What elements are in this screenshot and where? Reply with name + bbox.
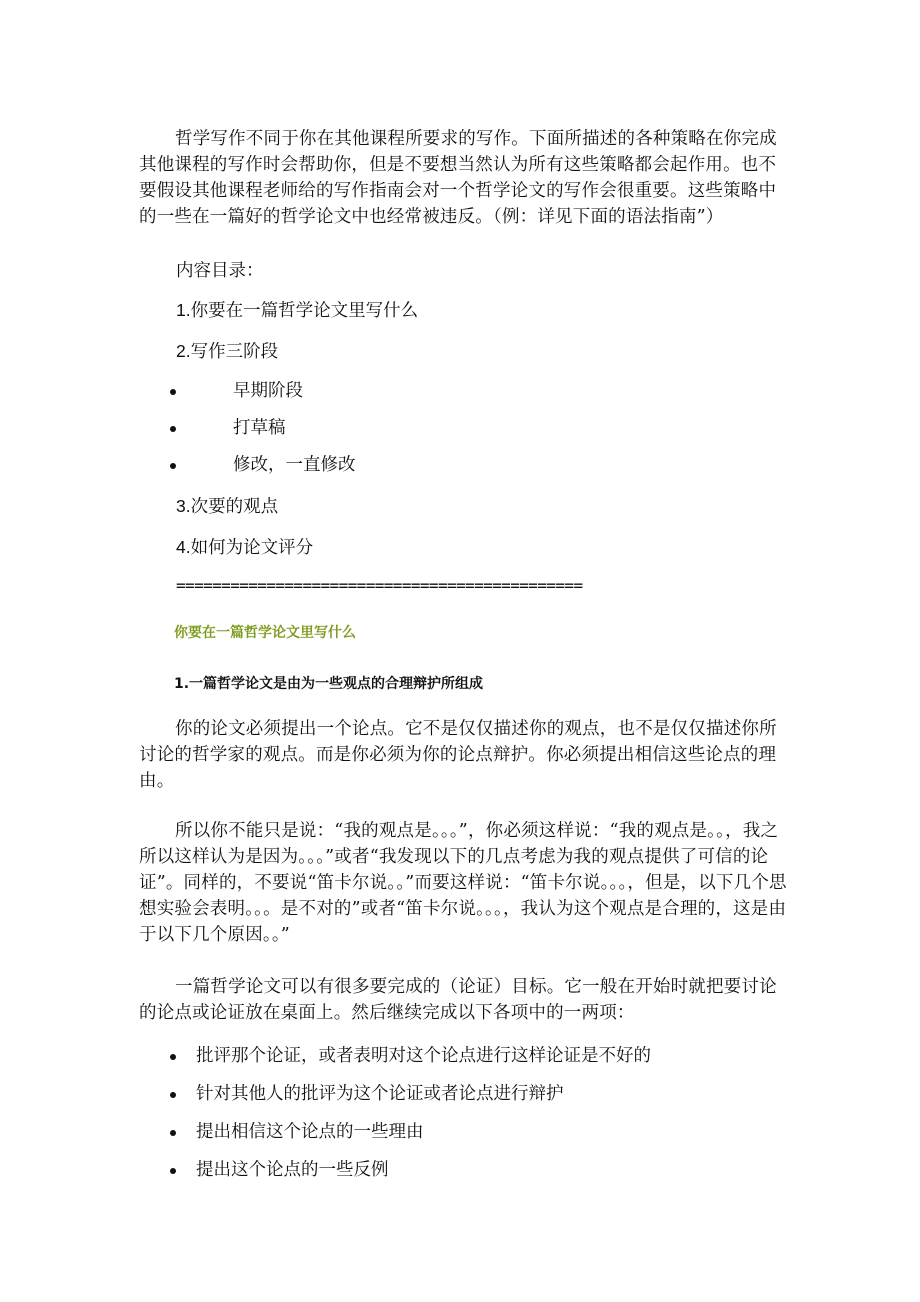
body-paragraph-2: 所以你不能只是说：“我的观点是。。。”，你必须这样说：“我的观点是。。，我之所以这样认为是因为。。。”或者“我发现以下的几点考虑为我的观点提供了可信的论证”。同样的，不要说“笛卡尔说。。”而要这样说：“笛卡尔说。。。，但是，以下几个思想实验会表明。。。是不对的”或者“笛卡尔说。。。，我认为这个观点是合理的，这是由于以下几个原因。。” (139, 821, 787, 945)
separator-line: ============================================= (176, 576, 583, 595)
section-heading: 你要在一篇哲学论文里写什么 (174, 625, 356, 641)
bullet-icon (170, 1092, 176, 1098)
toc-item-4[interactable] (176, 536, 313, 559)
toc-item-3-number: 3. (176, 496, 191, 516)
goal-item-3: 提出相信这个论点的一些理由 (196, 1122, 424, 1142)
toc-sub-item-1[interactable]: 早期阶段 (233, 381, 303, 401)
toc-item-2-label: 写作三阶段 (190, 342, 279, 362)
bullet-icon (170, 1054, 176, 1060)
bullet-icon (170, 1130, 176, 1136)
toc-sub-item-2[interactable]: 打草稿 (233, 418, 286, 438)
bullet-icon (170, 426, 176, 432)
intro-paragraph: 哲学写作不同于你在其他课程所要求的写作。下面所描述的各种策略在你完成其他课程的写作时会帮助你，但是不要想当然认为所有这些策略都会起作用。也不要假设其他课程老师给的写作指南会对一个哲学论文的写作会很重要。这些策略中的一些在一篇好的哲学论文中也经常被违反。（例：详见下面的语法指南”） (139, 129, 777, 227)
goal-item-1: 批评那个论证，或者表明对这个论点进行这样论证是不好的 (196, 1046, 651, 1066)
subheading: 1.一篇哲学论文是由为一些观点的合理辩护所组成 (174, 676, 484, 692)
toc-item-2-number: 2. (176, 341, 191, 361)
body-paragraph-1: 你的论文必须提出一个论点。它不是仅仅描述你的观点，也不是仅仅描述你所讨论的哲学家的观点。而是你必须为你的论点辩护。你必须提出相信这些论点的理由。 (139, 719, 777, 791)
toc-item-1[interactable] (176, 299, 418, 322)
toc-item-3-label: 次要的观点 (190, 497, 279, 517)
bullet-icon (170, 389, 176, 395)
bullet-icon (170, 1168, 176, 1174)
toc-item-3[interactable] (176, 495, 278, 518)
toc-item-2[interactable] (176, 340, 278, 363)
goal-item-4: 提出这个论点的一些反例 (196, 1160, 389, 1180)
toc-item-4-label: 如何为论文评分 (190, 538, 314, 558)
bullet-icon (170, 463, 176, 469)
body-paragraph-3: 一篇哲学论文可以有很多要完成的（论证）目标。它一般在开始时就把要讨论的论点或论证放在桌面上。然后继续完成以下各项中的一两项： (139, 977, 777, 1023)
toc-item-4-number: 4. (176, 537, 191, 557)
toc-title: 内容目录： (176, 261, 264, 281)
toc-sub-item-3[interactable]: 修改，一直修改 (233, 455, 356, 475)
toc-item-1-number: 1. (176, 300, 191, 320)
goal-item-2: 针对其他人的批评为这个论证或者论点进行辩护 (196, 1084, 564, 1104)
toc-item-1-label: 你要在一篇哲学论文里写什么 (190, 301, 419, 321)
